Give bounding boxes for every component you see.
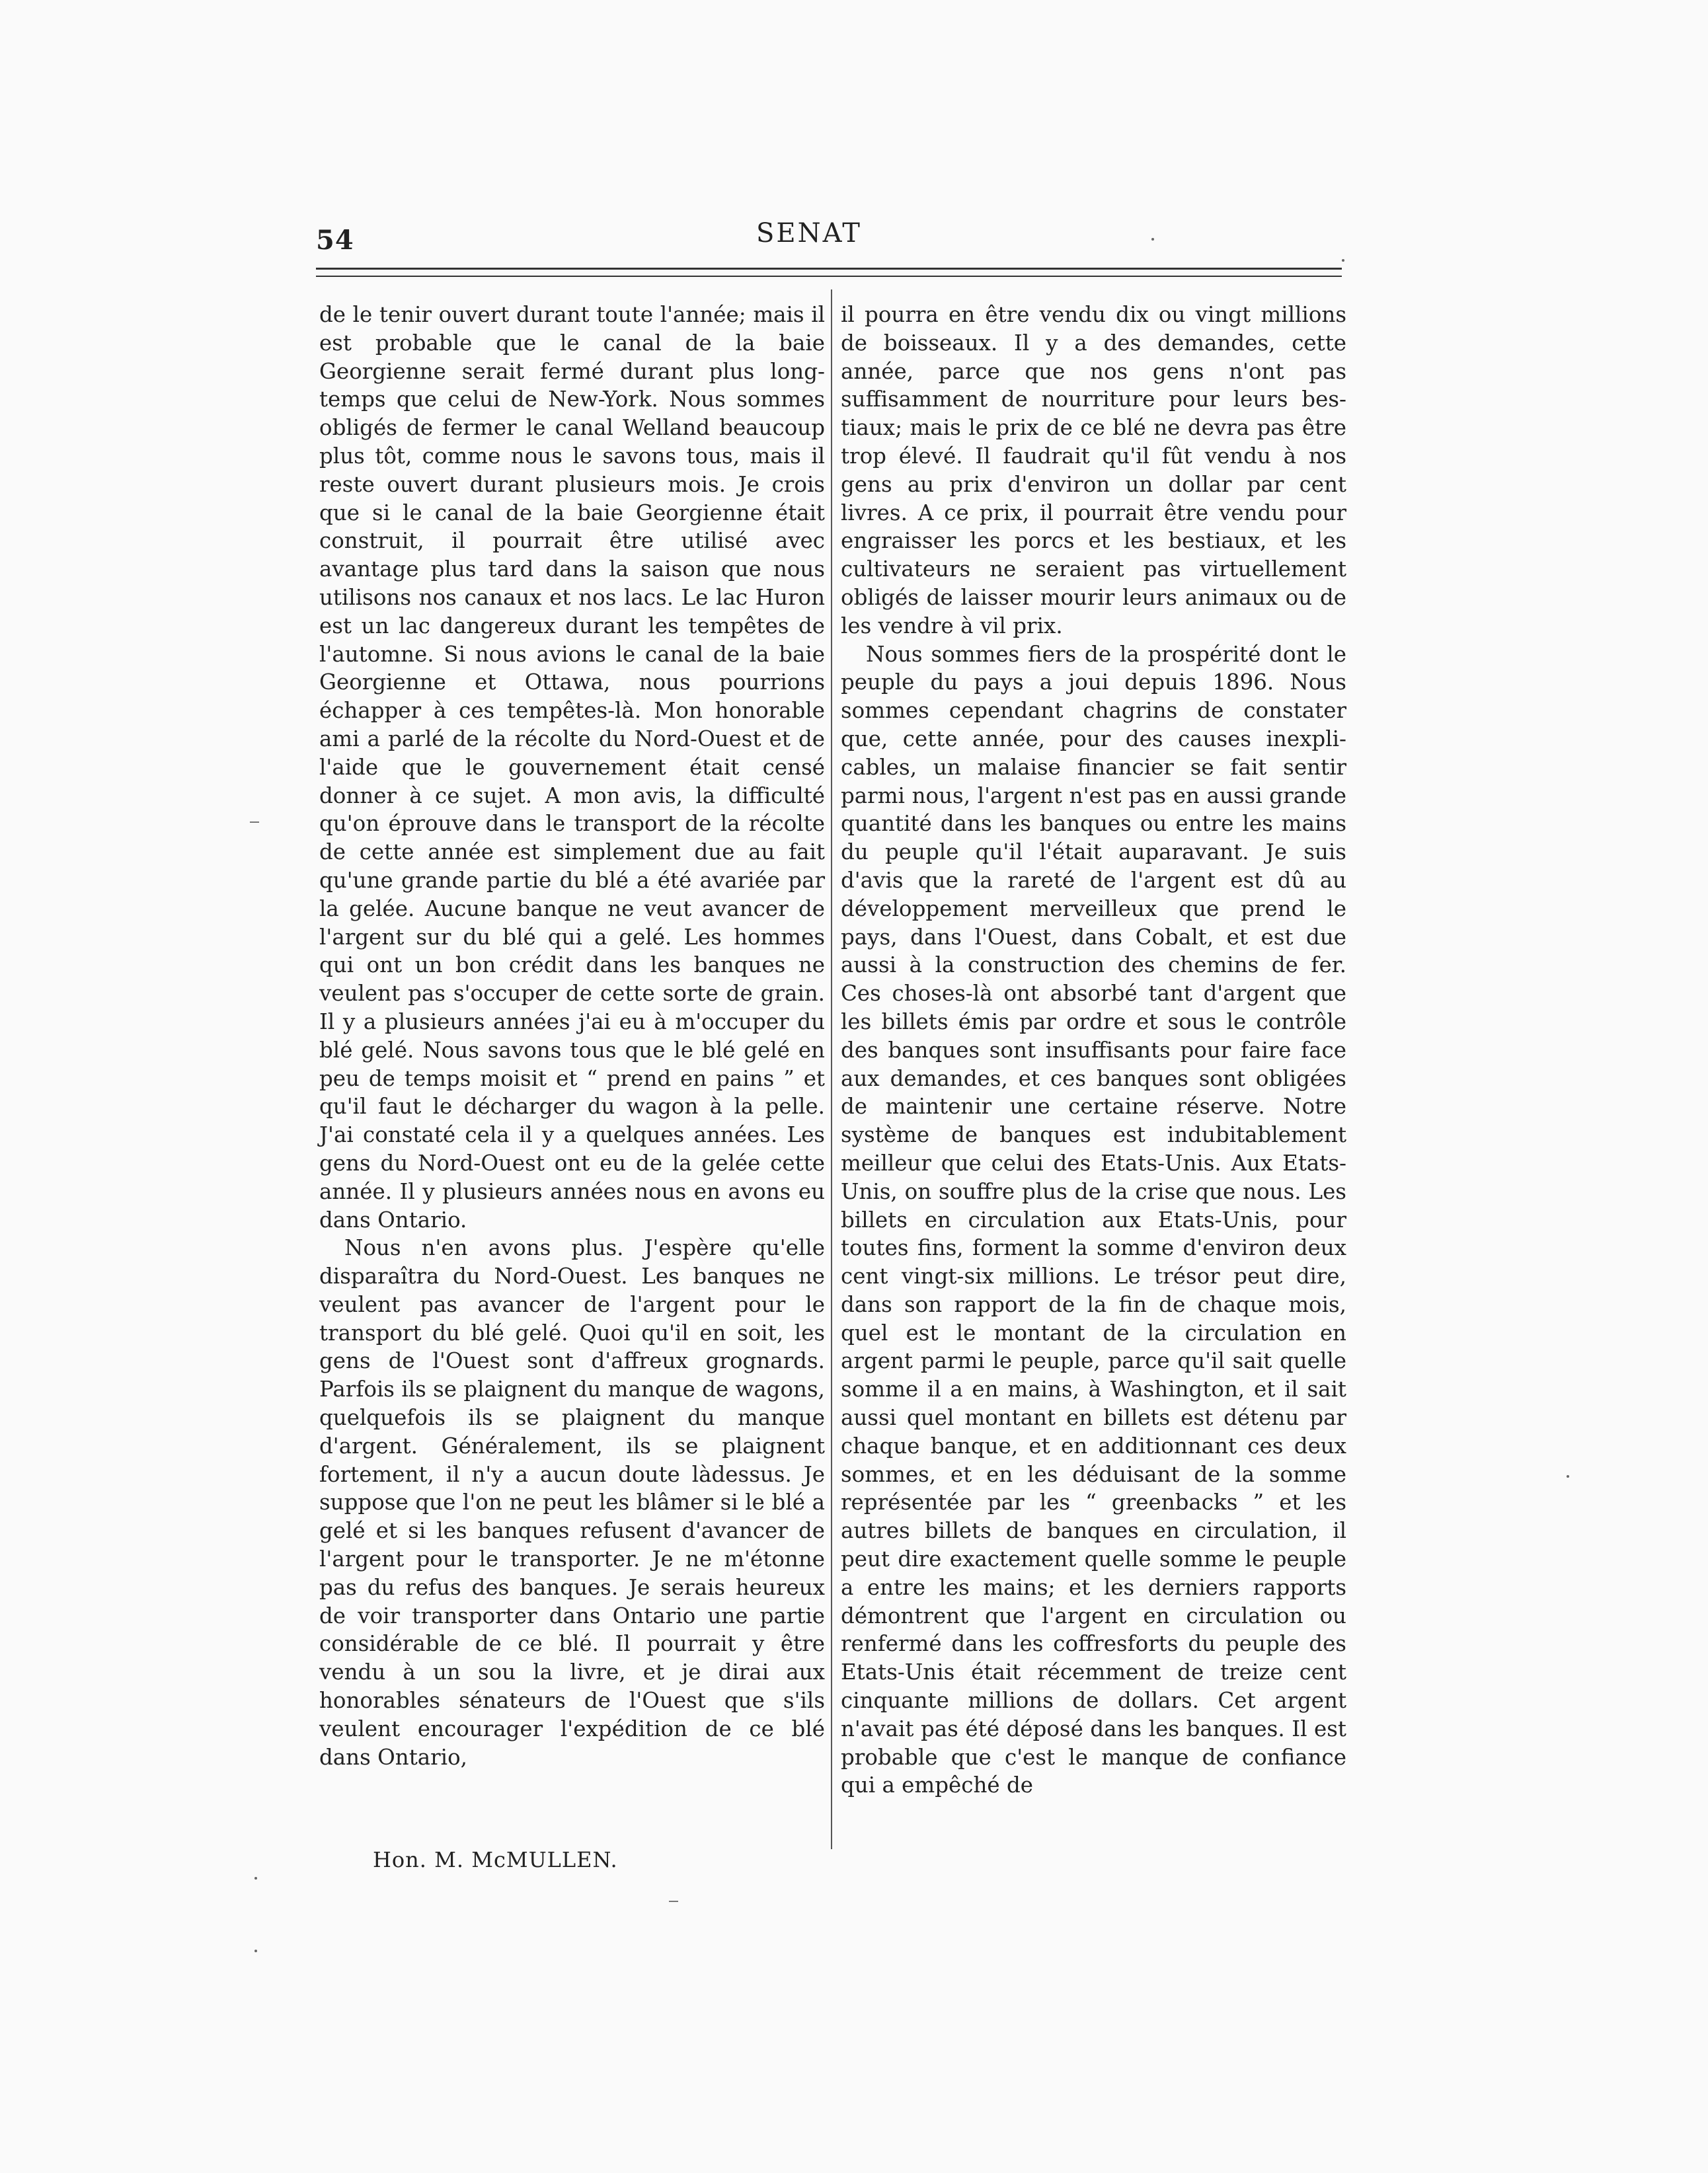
right-paragraph-2: Nous sommes fiers de la prospérité dont le peuple du pays a joui depuis 1896. Nous sommes cependant chagrins de constater que, cette année, pour des causes inexplicables, un malaise financier se fait sentir parmi nous, l'argent n'est pas en aussi grande quantité dans les banques ou entre les mains du peuple qu'il l'était auparavant. Je suis d'avis que la rareté de l'argent est dû au développement merveilleux que prend le pays, dans l'Ouest, dans Cobalt, et est due aussi à la construction des chemins de fer. Ces choses-là ont absorbé tant d'argent que les billets émis par ordre et sous le contrôle des banques sont insuffisants pour faire face aux demandes, et ces banques sont obligées de maintenir une certaine réserve. Notre système de banques est indubitablement meilleur que celui des Etats-Unis. Aux Etats-Unis, on souffre plus de la crise que nous. Les billets en circulation aux Etats-Unis, pour toutes fins, forment la somme d'environ deux cent vingt-six millions. Le trésor peut dire, dans son rapport de la fin de chaque mois, quel est le montant de la circulation en argent parmi le peuple, parce qu'il sait quelle somme il a en mains, à Washington, et il sait aussi quel montant en billets est détenu par chaque banque, et en additionnant ces deux sommes, et en les déduisant de la somme représentée par les “ greenbacks ” et les autres billets de banques en circulation, il peut dire exactement quelle somme le peuple a entre les mains; et les derniers rapports démontrent que l'argent en circulation ou renfermé dans les coffresforts du peuple des Etats-Unis était récemment de treize cent cinquante millions de dollars. Cet argent n'avait pas été déposé dans les banques. Il est probable que c'est le manque de confiance qui a empêché de xyxy=(841,641,1346,1798)
page-number: 54 xyxy=(316,225,354,256)
scan-speck xyxy=(1567,1475,1569,1478)
left-column xyxy=(319,301,825,1771)
speaker-footer: Hon. M. McMULLEN. xyxy=(373,1847,618,1872)
right-paragraph-1: il pourra en être vendu dix ou vingt millions de boisseaux. Il y a des demandes, cette année, parce que nos gens n'ont pas suffisamment de nourriture pour leurs bestiaux; mais le prix de ce blé ne devra pas être trop élevé. Il faudrait qu'il fût vendu à nos gens au prix d'environ un dollar par cent livres. A ce prix, il pourrait être vendu pour engraisser les porcs et les bestiaux, et les cultivateurs ne seraient pas virtuellement obligés de laisser mourir leurs animaux ou de les vendre à vil prix. xyxy=(841,302,1346,638)
left-paragraph-1: de le tenir ouvert durant toute l'année; mais il est probable que le canal de la baie Georgienne serait fermé durant plus longtemps que celui de New-York. Nous sommes obligés de fermer le canal Welland beaucoup plus tôt, comme nous le savons tous, mais il reste ouvert durant plusieurs mois. Je crois que si le canal de la baie Georgienne était construit, il pourrait être utilisé avec avantage plus tard dans la saison que nous utilisons nos canaux et nos lacs. Le lac Huron est un lac dangereux durant les tempêtes de l'automne. Si nous avions le canal de la baie Georgienne et Ottawa, nous pourrions échapper à ces tempêtes-là. Mon honorable ami a parlé de la récolte du Nord-Ouest et de l'aide que le gouvernement était censé donner à ce sujet. A mon avis, la difficulté qu'on éprouve dans le transport de la récolte de cette année est simplement due au fait qu'une grande partie du blé a été avariée par la gelée. Aucune banque ne veut avancer de l'argent sur du blé qui a gelé. Les hommes qui ont un bon crédit dans les banques ne veulent pas s'occuper de cette sorte de grain. Il y a plusieurs années j'ai eu à m'occuper du blé gelé. Nous savons tous que le blé gelé en peu de temps moisit et “ prend en pains ” et qu'il faut le décharger du wagon à la pelle. J'ai constaté cela il y a quelques années. Les gens du Nord-Ouest ont eu de la gelée cette année. Il y plusieurs années nous en avons eu dans Ontario. xyxy=(319,302,825,1233)
margin-mark xyxy=(669,1901,678,1902)
left-paragraph-2: Nous n'en avons plus. J'espère qu'elle disparaîtra du Nord-Ouest. Les banques ne veulent pas avancer de l'argent pour le transport du blé gelé. Quoi qu'il en soit, les gens de l'Ouest sont d'affreux grognards. Parfois ils se plaignent du manque de wagons, quelquefois ils se plaignent du manque d'argent. Généralement, ils se plaignent fortement, il n'y a aucun doute làdessus. Je suppose que l'on ne peut les blâmer si le blé a gelé et si les banques refusent d'avancer de l'argent pour le transporter. Je ne m'étonne pas du refus des banques. Je serais heureux de voir transporter dans Ontario une partie considérable de ce blé. Il pourrait y être vendu à un sou la livre, et je dirai aux honorables sénateurs de l'Ouest que s'ils veulent encourager l'expédition de ce blé dans Ontario, xyxy=(319,1235,825,1770)
scan-speck xyxy=(254,1877,257,1880)
scan-speck xyxy=(1342,259,1344,262)
column-divider xyxy=(831,289,832,1849)
scan-speck xyxy=(1151,238,1154,241)
page-header xyxy=(316,218,1342,258)
margin-mark xyxy=(250,821,259,823)
running-head: SENAT xyxy=(756,218,862,248)
scan-speck xyxy=(254,1950,257,1952)
header-double-rule xyxy=(316,268,1342,277)
right-column xyxy=(841,301,1346,1800)
